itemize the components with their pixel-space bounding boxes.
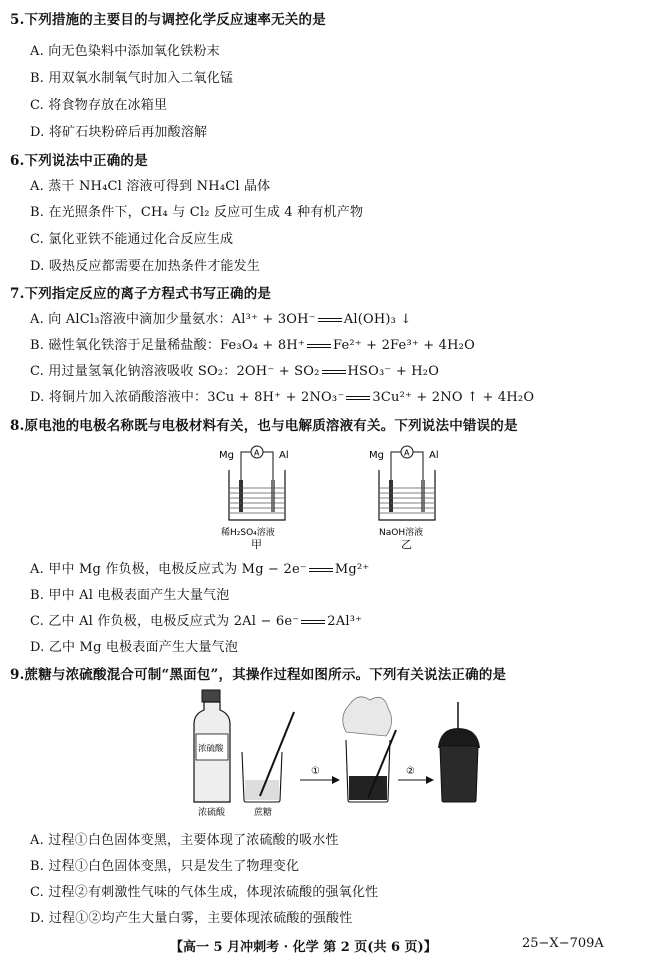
equals-sign — [307, 344, 331, 348]
beaker-icon — [379, 470, 435, 520]
question-7-option-a — [30, 308, 412, 327]
al-electrode — [271, 480, 275, 512]
equals-sign — [346, 396, 370, 400]
question-6-option-b: B. 在光照条件下，CH₄ 与 Cl₂ 反应可生成 4 种有机产物 — [30, 205, 364, 220]
reacting-beaker-icon — [343, 697, 396, 802]
question-8-option-c — [30, 610, 362, 629]
equation-right: Mg²⁺ — [334, 562, 370, 577]
question-7-option-c — [30, 360, 439, 379]
sulfuric-acid-bottle-icon — [194, 690, 230, 802]
cell-yi — [369, 446, 439, 550]
question-6-option-c: C. 氯化亚铁不能通过化合反应生成 — [30, 232, 234, 247]
question-9-option-c: C. 过程②有刺激性气味的气体生成，体现浓硫酸的强氧化性 — [30, 885, 379, 900]
cell-caption: 乙 — [401, 538, 412, 550]
equation-left: C. 乙中 Al 作负极，电极反应式为 2Al − 6e⁻ — [30, 614, 300, 629]
footer-title: 【高一 5 月冲刺考 · 化学 第 2 页(共 6 页)】 — [170, 940, 437, 955]
footer-code: 25−X−709A — [522, 936, 604, 951]
question-8-stem: 8.原电池的电极名称既与电极材料有关，也与电解质溶液有关。下列说法中错误的是 — [10, 418, 518, 434]
step-1-arrow — [300, 766, 340, 784]
bottle-label: 浓硫酸 — [198, 744, 224, 754]
beaker-caption: 蔗糖 — [254, 808, 273, 818]
question-6-option-d: D. 吸热反应都需要在加热条件才能发生 — [30, 259, 261, 274]
equation-left: A. 向 AlCl₃溶液中滴加少量氨水：Al³⁺ + 3OH⁻ — [30, 312, 316, 327]
equals-sign — [301, 620, 325, 624]
question-5-stem: 5.下列措施的主要目的与调控化学反应速率无关的是 — [10, 12, 326, 28]
equals-sign — [322, 370, 346, 374]
step-1-label: ① — [311, 766, 320, 777]
beaker-icon — [229, 470, 285, 520]
bottle-caption: 浓硫酸 — [198, 808, 226, 818]
question-7-stem: 7.下列指定反应的离子方程式书写正确的是 — [10, 286, 272, 302]
electrode-label-al: Al — [279, 450, 289, 461]
step-2-arrow — [398, 766, 434, 784]
step-2-label: ② — [406, 766, 415, 777]
electrode-label-al: Al — [429, 450, 439, 461]
black-bread-experiment-figure — [190, 688, 490, 818]
ammeter-label: A — [404, 448, 410, 458]
question-5-option-a: A. 向无色染料中添加氧化铁粉末 — [30, 44, 220, 59]
question-5-option-c: C. 将食物存放在冰箱里 — [30, 98, 168, 113]
equation-right: 3Cu²⁺ + 2NO ↑ + 4H₂O — [372, 390, 535, 405]
black-bread-beaker-icon — [438, 702, 480, 802]
question-6-stem: 6.下列说法中正确的是 — [10, 153, 148, 169]
equation-left: A. 甲中 Mg 作负极，电极反应式为 Mg − 2e⁻ — [30, 562, 307, 577]
sucrose-beaker-icon — [242, 712, 294, 802]
cell-caption: 甲 — [251, 538, 262, 550]
question-6-option-a: A. 蒸干 NH₄Cl 溶液可得到 NH₄Cl 晶体 — [30, 179, 271, 194]
question-9-stem: 9.蔗糖与浓硫酸混合可制“黑面包”，其操作过程如图所示。下列有关说法正确的是 — [10, 667, 507, 683]
ammeter-label: A — [254, 448, 260, 458]
question-7-option-b — [30, 334, 475, 353]
equation-left: B. 磁性氧化铁溶于足量稀盐酸：Fe₃O₄ + 8H⁺ — [30, 338, 305, 353]
question-9-option-b: B. 过程①白色固体变黑，只是发生了物理变化 — [30, 859, 300, 874]
equation-right: HSO₃⁻ + H₂O — [347, 364, 440, 379]
cell-jia — [219, 446, 289, 550]
equation-left: D. 将铜片加入浓硝酸溶液中：3Cu + 8H⁺ + 2NO₃⁻ — [30, 390, 345, 405]
electrode-label-mg: Mg — [219, 450, 234, 461]
al-electrode — [421, 480, 425, 512]
mg-electrode — [239, 480, 243, 512]
question-9-option-d: D. 过程①②均产生大量白雾，主要体现浓硫酸的强酸性 — [30, 911, 353, 926]
electrode-label-mg: Mg — [369, 450, 384, 461]
question-8-option-b: B. 甲中 Al 电极表面产生大量气泡 — [30, 588, 230, 603]
equation-right: Al(OH)₃ ↓ — [343, 312, 412, 327]
solution-label: 稀H₂SO₄溶液 — [221, 528, 275, 538]
galvanic-cells-figure — [215, 440, 455, 550]
question-9-option-a: A. 过程①白色固体变黑，主要体现了浓硫酸的吸水性 — [30, 833, 339, 848]
question-8-option-a — [30, 558, 369, 577]
equation-right: 2Al³⁺ — [327, 614, 363, 629]
question-8-option-d: D. 乙中 Mg 电极表面产生大量气泡 — [30, 640, 238, 655]
equals-sign — [309, 568, 333, 572]
equals-sign — [318, 318, 342, 322]
mg-electrode — [389, 480, 393, 512]
question-7-option-d — [30, 386, 534, 405]
solution-label: NaOH溶液 — [379, 528, 424, 538]
equation-left: C. 用过量氢氧化钠溶液吸收 SO₂：2OH⁻ + SO₂ — [30, 364, 320, 379]
equation-right: Fe²⁺ + 2Fe³⁺ + 4H₂O — [332, 338, 475, 353]
question-5-option-b: B. 用双氧水制氧气时加入二氧化锰 — [30, 71, 234, 86]
question-5-option-d: D. 将矿石块粉碎后再加酸溶解 — [30, 125, 208, 140]
